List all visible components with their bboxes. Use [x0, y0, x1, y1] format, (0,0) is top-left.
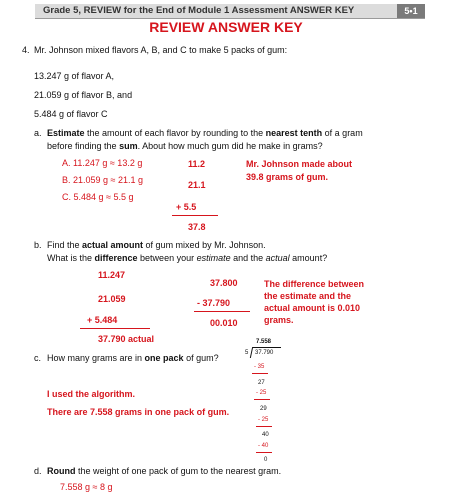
- difference-line: [194, 311, 250, 312]
- part-b-label: b.: [34, 240, 42, 250]
- division-line-1: [252, 373, 268, 374]
- algorithm-note: I used the algorithm.: [47, 389, 136, 399]
- dividend: 37.790: [255, 350, 274, 356]
- estimate-sum-line: [172, 215, 218, 216]
- division-line-3: [256, 426, 272, 427]
- part-a-line1: Estimate the amount of each flavor by rounding to the nearest tenth of a gram: [47, 128, 363, 138]
- estimate-note-2: 39.8 grams of gum.: [246, 172, 329, 182]
- difference-subtrahend: - 37.790: [197, 298, 231, 308]
- division-remainder-3: 40: [262, 432, 269, 438]
- rounded-answer: 7.558 g ≈ 8 g: [60, 482, 113, 492]
- quotient: 7.558: [256, 339, 272, 345]
- division-step-4: - 40: [258, 443, 269, 449]
- division-bracket: [250, 347, 253, 358]
- division-step-2: - 25: [256, 390, 267, 396]
- estimate-sum: 37.8: [188, 222, 206, 232]
- actual-sum-line: [80, 328, 150, 329]
- actual-addend-3: + 5.484: [87, 315, 118, 325]
- division-step-1: - 35: [254, 364, 265, 370]
- estimate-addend-3: + 5.5: [176, 202, 197, 212]
- flavor-b: 21.059 g of flavor B, and: [34, 90, 133, 100]
- estimate-addend-1: 11.2: [188, 159, 206, 169]
- estimate-addend-2: 21.1: [188, 180, 206, 190]
- part-b-line1: Find the actual amount of gum mixed by Mr. Johnson.: [47, 240, 266, 250]
- part-c-label: c.: [34, 353, 42, 363]
- part-b-line2: What is the difference between your estimate and the actual amount?: [47, 253, 328, 263]
- header-bar: [35, 4, 425, 19]
- difference-result: 00.010: [210, 318, 238, 328]
- difference-note-3: actual amount is 0.010: [264, 303, 361, 313]
- actual-sum: 37.790 actual: [98, 334, 155, 344]
- actual-addend-2: 21.059: [98, 294, 126, 304]
- problem-intro: Mr. Johnson mixed flavors A, B, and C to make 5 packs of gum:: [34, 45, 288, 55]
- part-a-line2: before finding the sum. About how much gum did he make in grams?: [47, 141, 323, 151]
- division-bar: [253, 347, 281, 348]
- estimate-a: A. 11.247 g ≈ 13.2 g: [62, 158, 143, 168]
- difference-note-4: grams.: [264, 315, 294, 325]
- module-badge: 5•1: [397, 4, 425, 18]
- problem-number: 4.: [22, 45, 30, 55]
- difference-note-1: The difference between: [264, 279, 365, 289]
- actual-addend-1: 11.247: [98, 270, 126, 280]
- division-remainder-1: 27: [258, 380, 265, 386]
- flavor-a: 13.247 g of flavor A,: [34, 71, 115, 81]
- division-remainder-4: 0: [264, 457, 268, 463]
- estimate-note-1: Mr. Johnson made about: [246, 159, 353, 169]
- part-a-label: a.: [34, 128, 42, 138]
- answer-note: There are 7.558 grams in one pack of gum.: [47, 407, 230, 417]
- division-remainder-2: 29: [260, 406, 267, 412]
- estimate-b: B. 21.059 g ≈ 21.1 g: [62, 175, 143, 185]
- part-c-line: How many grams are in one pack of gum?: [47, 353, 219, 363]
- flavor-c: 5.484 g of flavor C: [34, 109, 108, 119]
- header-title: Grade 5, REVIEW for the End of Module 1 Assessment ANSWER KEY: [43, 5, 355, 16]
- page-title: REVIEW ANSWER KEY: [149, 19, 303, 35]
- part-d-label: d.: [34, 466, 42, 476]
- division-step-3: - 25: [258, 417, 269, 423]
- division-line-4: [256, 452, 272, 453]
- division-line-2: [254, 399, 270, 400]
- difference-minuend: 37.800: [210, 278, 238, 288]
- part-d-line: Round the weight of one pack of gum to the nearest gram.: [47, 466, 282, 476]
- difference-note-2: the estimate and the: [264, 291, 352, 301]
- estimate-c: C. 5.484 g ≈ 5.5 g: [62, 192, 134, 202]
- divisor: 5: [245, 350, 249, 356]
